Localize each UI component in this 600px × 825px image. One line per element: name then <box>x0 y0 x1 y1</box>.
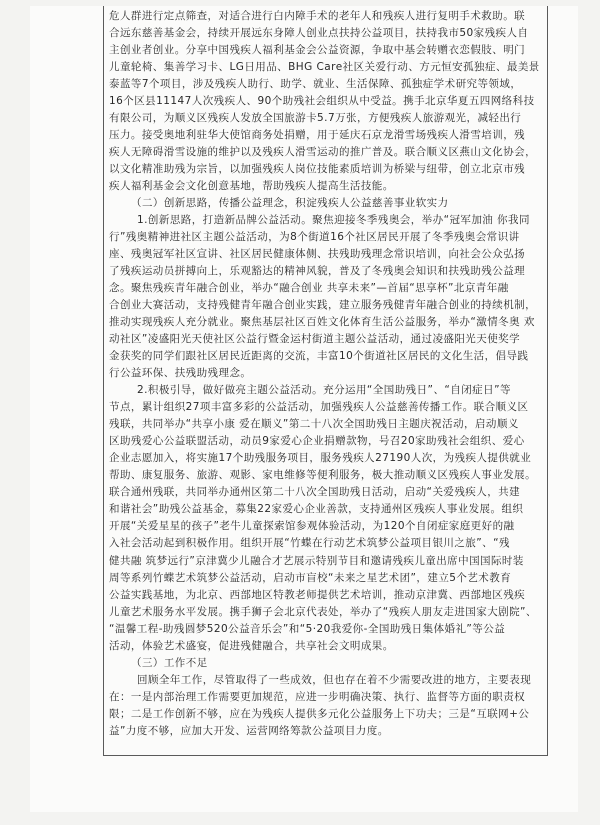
paragraph-line: 公益实践基地，为北京、西部地区特教老师提供艺术培训，推动京津冀、西部地区残疾 <box>109 588 526 601</box>
paragraph-line: 以文化精准助残为宗旨，以加强残疾人岗位技能素质培训为桥梁与纽带，创立北京市残 <box>109 163 526 176</box>
paragraph-line: 金获奖的同学们跟社区居民近距离的交流，丰富10个街道社区居民的文化生活，倡导践 <box>109 350 529 363</box>
paragraph-line: 了残疾运动员拼搏向上，乐观豁达的精神风貌，普及了冬残奥会知识和扶残助残公益理 <box>109 265 526 278</box>
paragraph-line: 儿童轮椅、集善学习卡、LG日用品、BHG Care社区关爱行动、方元恒安孤独症、最美景 <box>109 61 540 74</box>
paragraph-line: 联合通州残联，共同举办通州区第二十八次全国助残日活动，启动“关爱残疾人，共建 <box>109 486 521 499</box>
paragraph-line: 企业志愿加入，将实施17个助残服务项目，服务残疾人27190人次，为残疾人提供就业 <box>109 452 532 465</box>
paragraph-line: 节点，累计组织27项丰富多彩的公益活动，加强残疾人公益慈善传播工作。联合顺义区 <box>109 401 529 414</box>
paragraph-line: 回顾全年工作，尽管取得了一些成效，但也存在着不少需要改进的地方，主要表现 <box>137 673 532 686</box>
paragraph-line: 危人群进行定点筛查，对适合进行白内障手术的老年人和残疾人进行复明手术救助。联 <box>109 10 526 22</box>
paragraph-line: 泰蓝等7个项目，涉及残疾人助行、助学、就业、生活保障、孤独症学术研究等领域， <box>109 78 522 91</box>
paragraph-line: 行公益环保、扶残助残理念。 <box>109 367 252 380</box>
paragraph-line: 合远东慈善基金会，持续开展远东身障人创业点扶持公益项目，扶持我市50家残疾人自 <box>109 27 529 40</box>
paragraph-line: 入社会活动起到积极作用。组织开展“竹蝶在行动艺术筑梦公益项目银川之旅”、“残 <box>109 537 510 550</box>
paragraph-line: 帮助、康复服务、旅游、观影、家电维修等便利服务，极大推动顺义区残疾人事业发展。 <box>109 469 537 482</box>
scanned-page <box>30 6 578 812</box>
paragraph-line: 限；二是工作创新不够，应在为残疾人提供多元化公益服务上下功夫；三是“互联网+公 <box>109 707 530 720</box>
paragraph-line: 念。聚焦残疾青年融合创业，举办“融合创业 共享未来”—首届“思享杯”北京青年融 <box>109 282 509 295</box>
paragraph-line: 动社区”凌盛阳光天使社区公益行暨金运村街道主题公益活动，通过凌盛阳光天使奖学 <box>109 333 521 346</box>
paragraph-line: 在：一是内部治理工作需要更加规范，应进一步明确决策、执行、监督等方面的职责权 <box>109 690 526 703</box>
report-table-cell <box>103 6 548 756</box>
paragraph-line: 儿童艺术服务水平发展。携手狮子会北京代表处，举办了“残疾人朋友走进国家大剧院”、 <box>109 605 537 618</box>
section-heading: （三）工作不足 <box>131 656 208 669</box>
paragraph-line: 压力。接受奥地利驻华大使馆商务处捐赠，用于延庆石京龙滑雪场残疾人滑雪培训，残 <box>109 129 526 142</box>
paragraph-line: 周等系列竹蝶艺术筑梦公益活动，启动市盲校“未来之星艺术团”，建立5个艺术教育 <box>109 571 512 584</box>
paragraph-line: 开展“关爱星星的孩子”老牛儿童探索馆参观体验活动，为120个自闭症家庭更好的融 <box>109 520 515 533</box>
paragraph-line: 2.积极引导，做好做亮主题公益活动。充分运用“全国助残日”、“自闭症日”等 <box>137 384 511 397</box>
paragraph-line: 1.创新思路，打造新品牌公益活动。聚焦迎接冬季残奥会，举办“冠军加油 你我同 <box>137 214 530 227</box>
paragraph-line: 推动实现残疾人充分就业。聚焦基层社区百姓文化体育生活公益服务，举办“激情冬奥 欢 <box>109 316 535 329</box>
paragraph-line: 残联，共同举办“共享小康 爱在顺义”第二十八次全国助残日主题庆祝活动，启动顺义 <box>109 418 519 431</box>
paragraph-line: 疾人无障碍滑雪设施的维护以及残疾人滑雪运动的推广普及。联合顺义区燕山文化协会， <box>109 146 537 159</box>
paragraph-line: 区助残爱心公益联盟活动，动员9家爱心企业捐赠款物，号召20家助残社会组织、爱心 <box>109 435 525 448</box>
paragraph-line: 健共融 筑梦远行”京津冀少儿融合才艺展示特别节目和邀请残疾儿童出席中国国际时装 <box>109 554 524 567</box>
paragraph-line: “温馨工程-助残圆梦520公益音乐会”和“5·20我爱你-全国助残日集体婚礼”等公益 <box>109 622 506 635</box>
paragraph-line: 16个区县11147人次残疾人、90个助残社会组织从中受益。携手北京华夏五四网络科技 <box>109 95 535 108</box>
paragraph-line: 益”力度不够，应加大开发、运营网络筹款公益项目力度。 <box>109 724 389 737</box>
paragraph-line: 和谐社会”助残公益基金，募集22家爱心企业善款，支持通州区残疾人事业发展。组织 <box>109 503 524 516</box>
paragraph-line: 疾人福利基金会文化创意基地，帮助残疾人提高生活技能。 <box>109 180 394 193</box>
paragraph-line: 主创业者创业。分享中国残疾人福利基金会公益资源，争取中基会转赠衣恋假肢、明门 <box>109 44 526 57</box>
paragraph-line: 行”残奥精神进社区主题公益活动，为8个街道16个社区居民开展了冬季残奥会常识讲 <box>109 231 520 244</box>
paragraph-line: 活动，体验艺术盛宴，促进残健融合，共享社会文明成果。 <box>109 639 394 652</box>
paragraph-line: 有限公司，为顺义区残疾人发放全国旅游卡5.7万张，方便残疾人旅游观光，减轻出行 <box>109 112 522 125</box>
section-heading: （二）创新思路，传播公益理念，积淀残疾人公益慈善事业软实力 <box>131 197 449 210</box>
paragraph-line: 合创业大赛活动，支持残健青年融合创业实践，建立服务残健青年融合创业的持续机制， <box>109 299 537 312</box>
paragraph-line: 座、残奥冠军社区宣讲、社区居民健康体侧、扶残助残理念常识培训，向社会公众弘扬 <box>109 248 526 261</box>
